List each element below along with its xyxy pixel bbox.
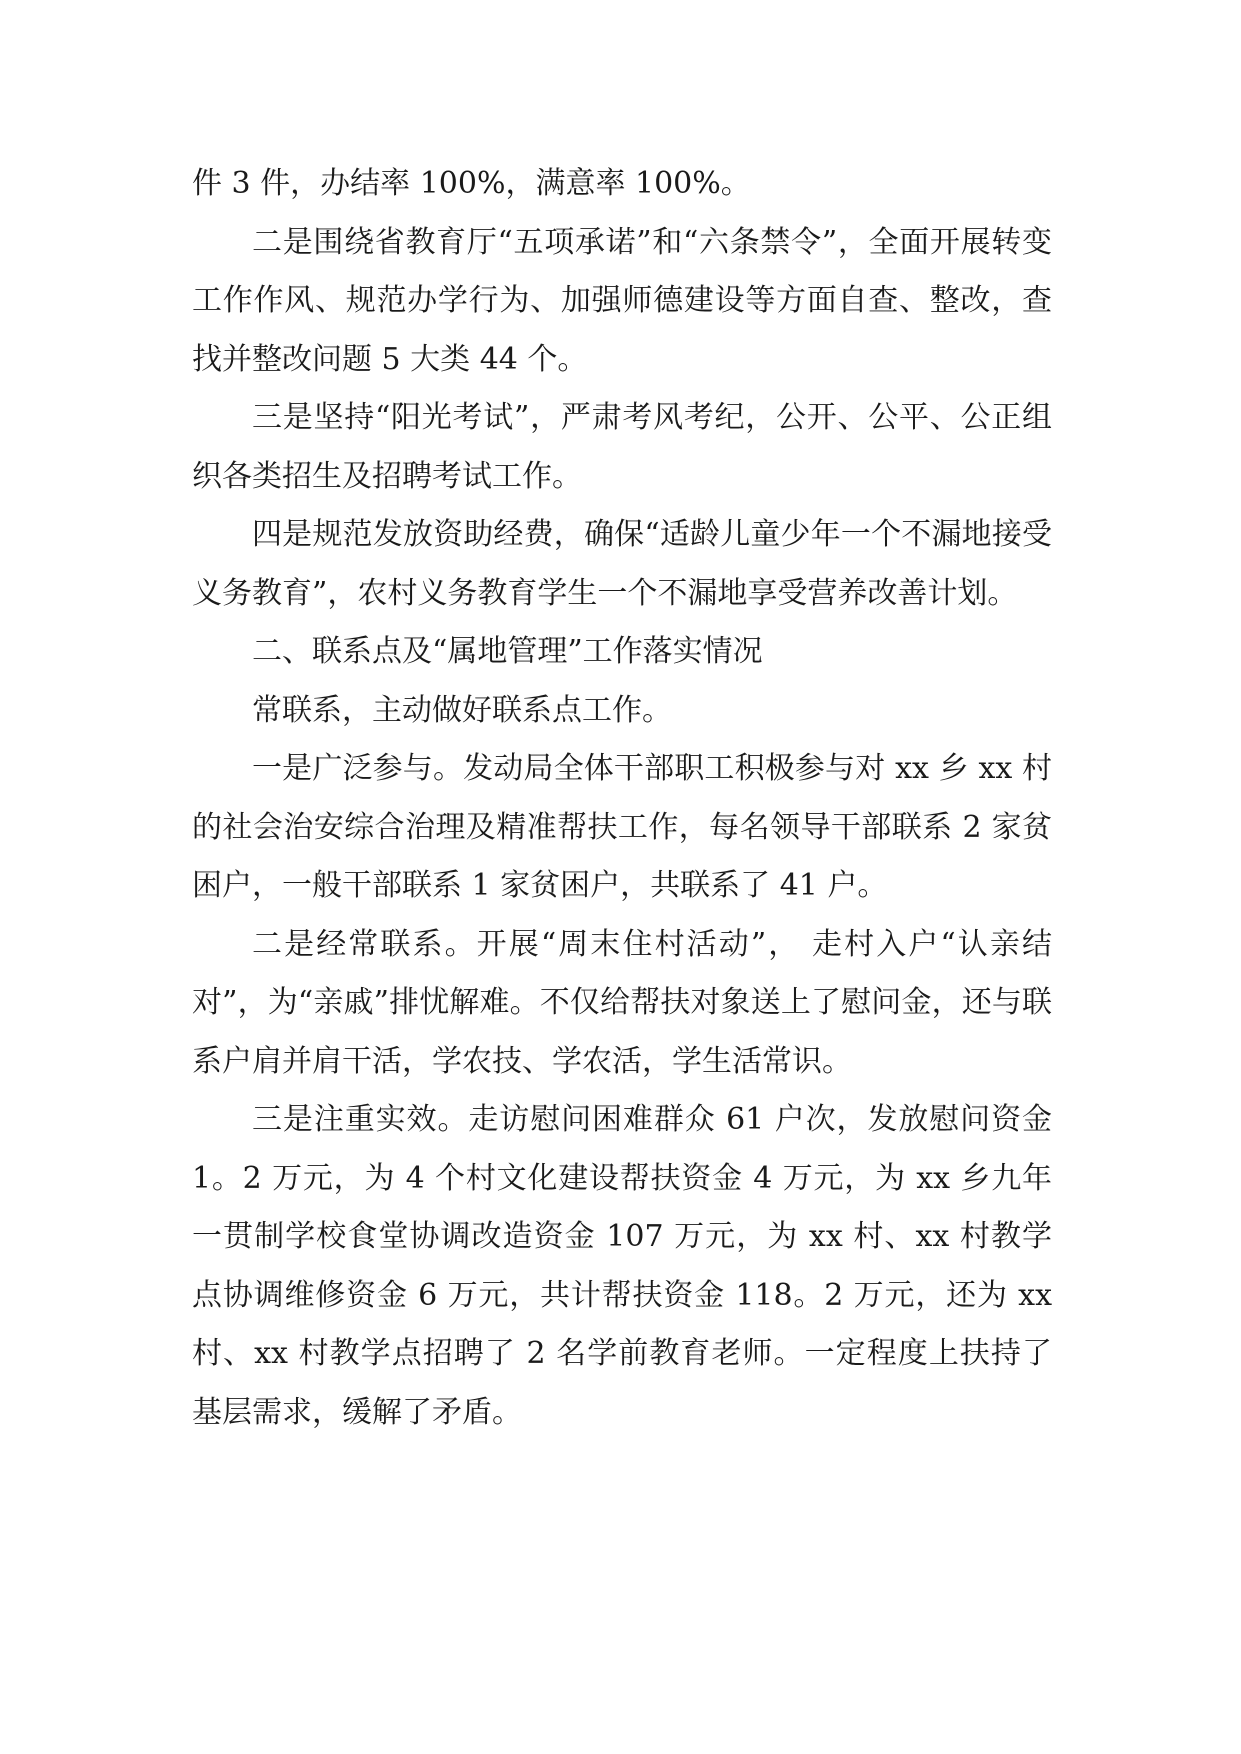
paragraph-results: 三是注重实效。走访慰问困难群众 61 户次，发放慰问资金 1。2 万元，为 4 个村文化建设帮扶资金 4 万元，为 xx 乡九年一贯制学校食堂协调改造资金 107 万元，为 xx 村、xx 村教学点协调维修资金 6 万元，共计帮扶资金 118。2 万元，还为 xx 村、xx 村教学点招聘了 2 名学前教育老师。一定程度上扶持了基层需求，缓解了矛盾。 — [192, 1102, 1052, 1430]
paragraph-item-two: 二是围绕省教育厅“五项承诺”和“六条禁令”，全面开展转变工作作风、规范办学行为、加强师德建设等方面自查、整改，查找并整改问题 5 大类 44 个。 — [192, 224, 1052, 377]
paragraph-item-three: 三是坚持“阳光考试”，严肃考风考纪，公开、公平、公正组织各类招生及招聘考试工作。 — [192, 400, 1052, 494]
paragraph-continuation: 件 3 件，办结率 100%，满意率 100%。 — [192, 166, 751, 201]
document-body — [192, 155, 1052, 1442]
paragraph-item-four: 四是规范发放资助经费，确保“适龄儿童少年一个不漏地接受义务教育”，农村义务教育学生一个不漏地享受营养改善计划。 — [192, 517, 1052, 611]
paragraph-participation: 一是广泛参与。发动局全体干部职工积极参与对 xx 乡 xx 村的社会治安综合治理及精准帮扶工作，每名领导干部联系 2 家贫困户，一般干部联系 1 家贫困户，共联系了 41 户。 — [192, 751, 1052, 903]
paragraph-contact: 二是经常联系。开展“周末住村活动”， 走村入户“认亲结对”，为“亲戚”排忧解难。不仅给帮扶对象送上了慰问金，还与联系户肩并肩干活，学农技、学农活，学生活常识。 — [192, 926, 1052, 1079]
section-heading: 二、联系点及“属地管理”工作落实情况 — [252, 634, 763, 669]
section-lead: 常联系，主动做好联系点工作。 — [252, 692, 672, 728]
